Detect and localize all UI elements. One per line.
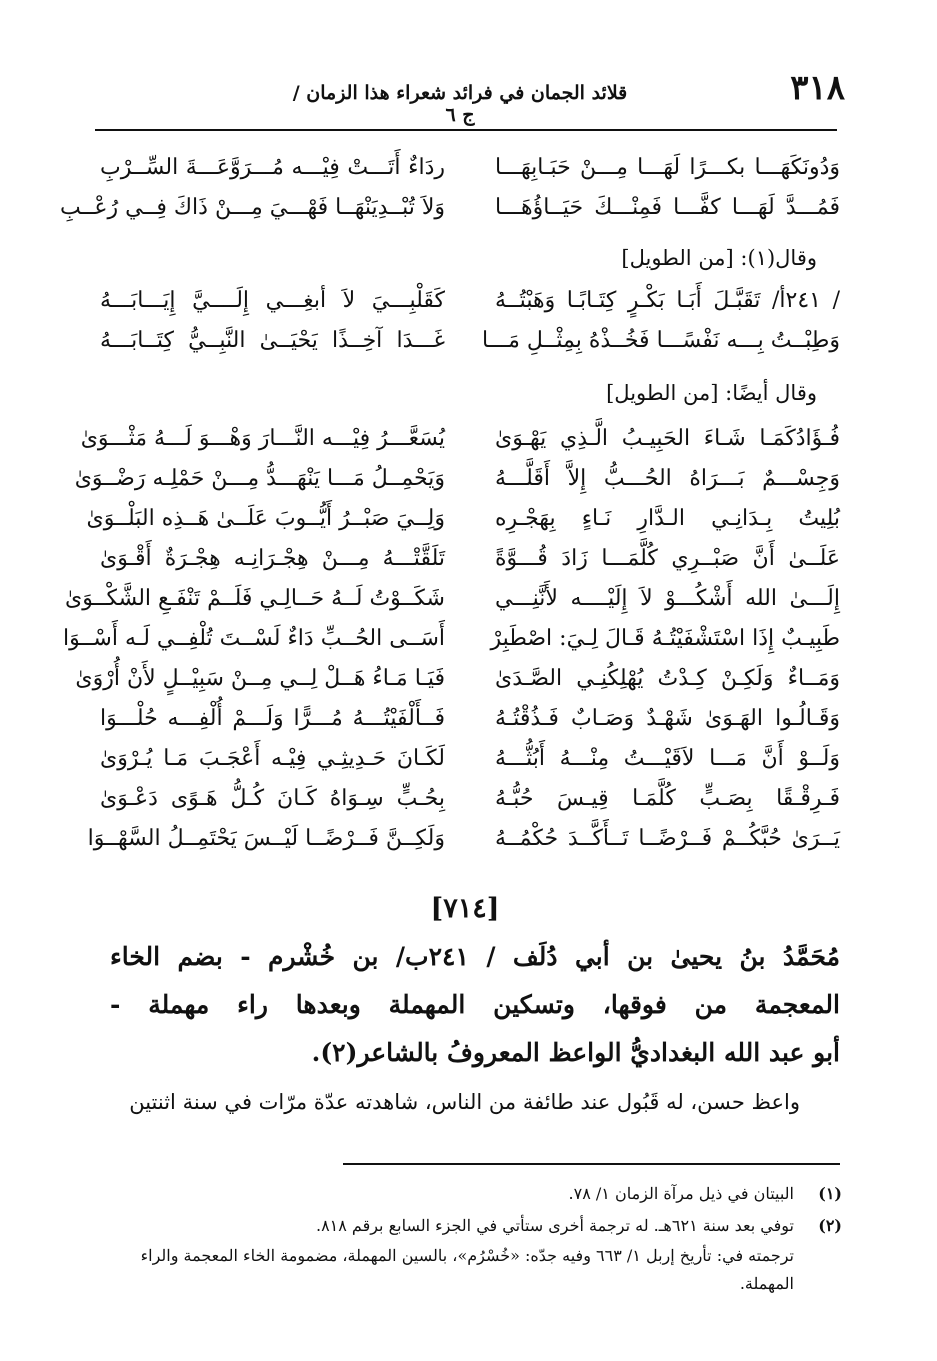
verse-line (100, 147, 840, 187)
second-hemistich: يُسَعَّـــرُ فِيْـــه النَّـــارَ وَهْـــوَ لَـــهُ مَثْـــوَىٰ (80, 425, 445, 451)
first-hemistich: فَمُـــدَّ لَهَـــا كفَّـــا فَمِنْـــكَ حَيَــاؤُهَـــا (495, 194, 840, 220)
page-number: ٣١٨ (790, 68, 845, 108)
second-hemistich: وَيَحْمِــلُ مَـــا يَنْهَـــدُّ مِـــنْ حَمْلِـه رَضْــوَىٰ (74, 465, 445, 491)
first-hemistich: وَمَــاءٌ وَلَكِـنْ كِـدْتُ يُهْلِكُنِـي الصَّـدَىٰ (495, 665, 840, 691)
verse-line (100, 320, 840, 360)
entry-heading (110, 933, 840, 1077)
poem-intro: وقال(١): [من الطويل] (621, 246, 817, 270)
verse-line (59, 187, 840, 227)
first-hemistich: فَـرِقْـقًا بِصَـبٍّ كُلَّمَـا قِيـسَ حُبُّـهُ (495, 785, 840, 811)
footnote-number: (١) (818, 1184, 842, 1203)
first-hemistich: / ٢٤١أ/ تَقَبَّـلَ أَبَـا بَكْـرٍ كِتَـابًـا وَهَبْتُــهُ (495, 287, 841, 313)
verse-line (63, 618, 840, 658)
poem-b (100, 280, 840, 360)
first-hemistich: عَلَــىٰ أَنَّ صَبْــرِي كُلَّمَـــا زَادَ قُـــوَّةً (495, 545, 840, 571)
entry-body: واعظ حسن، له قَبُول عند طائفة من الناس، شاهدته عدّة مرّات في سنة اثنتين (129, 1090, 800, 1114)
footnote-rule (343, 1163, 840, 1165)
verse-line (86, 498, 840, 538)
poem-intro: وقال أيضًا: [من الطويل] (606, 381, 817, 405)
verse-line (100, 778, 840, 818)
second-hemistich: وَلاَ تُبْــدِيَنْهَــا فَهْـــيَ مِـــنْ ذَاكَ فِــي رُعْــبِ (59, 194, 445, 220)
poem-a (59, 147, 840, 227)
footnote (100, 1178, 842, 1210)
second-hemistich: فَــأَلْفَيْتُـــهُ مُـــرًّا وَلَـــمْ أُلْفِـــه حُلْـــوَا (100, 705, 445, 731)
second-hemistich: وَلِــيَ صَبْــرُ أَيُّــوبَ عَلَــىٰ هَــذِه البَلْــوَىٰ (86, 505, 445, 531)
first-hemistich: بُلِيتُ بِـدَانِـي الـدَّارِ نَـاءٍ بِهَجْـرِه (495, 505, 840, 531)
verse-line (75, 658, 840, 698)
footnote-text: البيتان في ذيل مرآة الزمان ١/ ٧٨. (568, 1184, 794, 1203)
verse-line (100, 538, 840, 578)
first-hemistich: إِلَـــىٰ الله أَشْكُـــوْ لاَ إِلَيْــــه لأَنَّنِـــي (495, 585, 840, 611)
second-hemistich: ردَاءٌ أَتَـــتْ فِيْـــه مُـــرَوَّعَـــةَ السِّــرْبِ (100, 154, 445, 180)
heading-line: مُحَمَّدُ بنُ يحيىٰ بن أبي دُلَف / ٢٤١ب/ بن خُشْرم - بضم الخاء (110, 942, 840, 971)
first-hemistich: وَطِبْــتُ بِـــه نَفْسًـــا فَخُــذْهُ بِمِثْــلِ مَـــا (482, 327, 840, 353)
first-hemistich: وَقَـالُـوا الهَـوَىٰ شَهْـدٌ وَصَـابٌ فَـذُقْتُـهُ (495, 705, 840, 731)
verse-line (74, 458, 840, 498)
second-hemistich: شَكَــوْتُ لَــهُ حَــالِـي فَلَــمْ تَنْفَـعِ الشَّكْــوَىٰ (64, 585, 445, 611)
second-hemistich: أَسَــى الحُــبِّ دَاءٌ لَسْــتَ تُلْفِــي لَـه أَسْــوَا (63, 625, 445, 651)
second-hemistich: لَكَـانَ حَـدِيثِـي فِيْـه أَعْجَـبَ مَـا يُـرْوَىٰ (100, 745, 445, 771)
entry-number: [٧١٤] (430, 893, 500, 924)
running-title: قلائد الجمان في فرائد شعراء هذا الزمان / ج ٦ (292, 82, 628, 126)
footnote-continuation-line: ترجمته في: تأريخ إربل ١/ ٦٦٣ وفيه جدّه: «خُسْرُم»، بالسين المهملة، مضمومة الخاء المعجمة والراء (140, 1246, 794, 1265)
verse-line (100, 280, 840, 320)
first-hemistich: وَجِسْـــمٌ بَـــرَاهُ الحُـــبُّ إِلاَّ أَقَلَّـــهُ (495, 465, 840, 491)
header-rule (95, 129, 837, 131)
footnotes (100, 1178, 842, 1298)
verse-line (80, 418, 840, 458)
second-hemistich: تَلَقَّتْـــهُ مِـــنْ هِجْـرَانِـه هِجْـرَةٌ أَقْـوَىٰ (100, 545, 445, 571)
heading-line: أبو عبد الله البغداديُّ الواعظ المعروفُ بالشاعر(٢). (311, 1038, 840, 1067)
footnote-continuation-line: المهملة. (739, 1274, 794, 1293)
footnote-text: توفي بعد سنة ٦٢١هـ. له ترجمة أخرى ستأتي في الجزء السابع برقم ٨١٨. (315, 1216, 794, 1235)
footnote (100, 1210, 842, 1242)
second-hemistich: كَقَلْبِـــيَ لاَ أبغِـــي إِلَــــيَّ إِيَـــابَـــهُ (100, 287, 445, 313)
verse-line (100, 698, 840, 738)
heading-line: المعجمة من فوقها، وتسكين المهملة وبعدها راء مهملة - (110, 990, 840, 1019)
first-hemistich: وَدُونَكَهَـــا بكـــرًا لَهَـــا مِـــنْ حَبَـابِهَـــا (495, 154, 840, 180)
verse-line (64, 578, 840, 618)
second-hemistich: وَلَكِــنَّ فَــرْضًــا لَيْــسَ يَحْتَمِــلُ السَّهْــوَا (87, 825, 445, 851)
first-hemistich: وَلَــوْ أَنَّ مَـــا لاَقَيْـــتُ مِنْـــهُ أَبُثُّـــهُ (495, 745, 840, 771)
second-hemistich: غَـــدَا آخِــذًا يَحْيَــىٰ النَّبِــيُّ كِتَــابَـــهُ (100, 327, 445, 353)
first-hemistich: يَــرَىٰ حُبَّكُــمْ فَــرْضًــا تَــأَكَّــدَ حُكْمُــهُ (495, 825, 840, 851)
verse-line (100, 738, 840, 778)
footnote-continuation (100, 1242, 842, 1298)
footnote-number: (٢) (818, 1216, 842, 1235)
poem-c (63, 418, 840, 858)
first-hemistich: طَبِيـبٌ إِذَا اسْتَشْفَيْتُـهُ قَـالَ لِـيَ: اصْطَبِرْ (490, 625, 840, 651)
second-hemistich: فَيَـا مَـاءُ هَــلْ لِــي مِــنْ سَبِيْــلٍ لأَنْ أُرْوَىٰ (75, 665, 445, 691)
second-hemistich: بِحُـبٍّ سِـوَاهُ كَـانَ كُـلُّ هَـوًى دَعْـوَىٰ (100, 785, 445, 811)
first-hemistich: فُـؤَادُكَمَـا شَـاءَ الحَبِيـبُ الَّـذِي يَهْـوَىٰ (495, 425, 840, 451)
verse-line (87, 818, 840, 858)
